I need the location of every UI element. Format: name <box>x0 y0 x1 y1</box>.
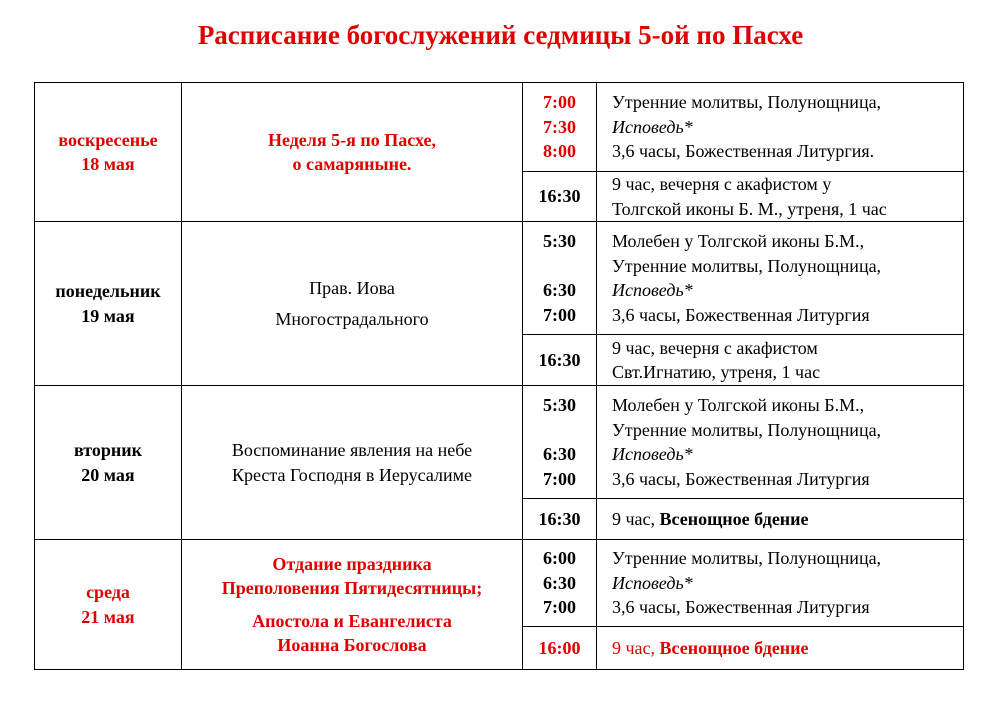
service-time: 8:00 <box>543 141 576 162</box>
service-time: 5:30 <box>543 395 576 415</box>
time-cell <box>523 172 597 222</box>
feast-para <box>182 552 522 601</box>
service-cell <box>597 83 964 172</box>
feast-line: Преполовения Пятидесятницы; <box>221 578 483 598</box>
time-cell <box>523 627 597 670</box>
day-date: 18 мая <box>81 154 135 174</box>
schedule-row <box>35 386 964 499</box>
service-line: Утренние молитвы, Полунощница, <box>612 255 882 276</box>
service-line: Свт.Игнатию, утреня, 1 час <box>612 362 821 382</box>
schedule-row <box>35 540 964 627</box>
service-cell <box>597 627 964 670</box>
service-line: Исповедь* <box>612 572 693 593</box>
service-line: Исповедь* <box>612 116 693 137</box>
service-line: 9 час, вечерня с акафистом <box>612 337 818 358</box>
time-cell <box>523 222 597 335</box>
service-line: 3,6 часы, Божественная Литургия <box>612 468 870 489</box>
day-date: 21 мая <box>81 606 135 627</box>
service-time: 7:00 <box>543 92 576 113</box>
time-cell <box>523 540 597 627</box>
service-time: 16:00 <box>538 637 581 658</box>
time-spacer <box>523 418 596 443</box>
day-cell <box>35 83 182 222</box>
service-line: Утренние молитвы, Полунощница, <box>612 548 882 569</box>
service-line: Утренние молитвы, Полунощница, <box>612 419 882 440</box>
day-name: понедельник <box>55 281 161 301</box>
service-line: 3,6 часы, Божественная Литургия <box>612 597 870 618</box>
schedule-row <box>35 222 964 335</box>
feast-line: Прав. Иова <box>309 277 395 298</box>
service-line: 9 час, вечерня с акафистом у <box>612 174 832 194</box>
feast-cell <box>182 540 523 670</box>
time-cell <box>523 83 597 172</box>
service-time: 6:00 <box>543 548 576 569</box>
service-line: Исповедь* <box>612 444 693 464</box>
feast-cell <box>182 222 523 386</box>
service-time: 16:30 <box>538 349 581 370</box>
feast-line: Креста Господня в Иерусалиме <box>231 464 473 485</box>
day-cell <box>35 222 182 386</box>
feast-line: Воспоминание явления на небе <box>231 440 473 460</box>
service-prefix: 9 час, <box>612 508 660 529</box>
service-line: Молебен у Толгской иконы Б.М., <box>612 395 865 415</box>
feast-line: Отдание праздника <box>272 553 432 574</box>
schedule-table <box>34 82 964 670</box>
feast-line: Иоанна Богослова <box>277 635 427 655</box>
service-cell <box>597 335 964 386</box>
service-line: Молебен у Толгской иконы Б.М., <box>612 231 865 251</box>
time-cell <box>523 499 597 540</box>
schedule-row <box>35 83 964 172</box>
time-spacer <box>523 254 596 279</box>
service-time: 6:30 <box>543 572 576 593</box>
day-name: вторник <box>73 440 142 460</box>
service-time: 16:30 <box>538 508 581 529</box>
day-date: 19 мая <box>81 305 135 326</box>
service-time: 6:30 <box>543 444 576 464</box>
service-time: 16:30 <box>538 186 581 207</box>
service-line: 3,6 часы, Божественная Литургия <box>612 304 870 325</box>
service-prefix: 9 час, <box>612 637 660 658</box>
day-name: среда <box>86 582 130 602</box>
service-cell <box>597 172 964 222</box>
day-date: 20 мая <box>81 464 135 485</box>
day-cell <box>35 540 182 670</box>
service-cell <box>597 386 964 499</box>
service-line <box>612 507 963 532</box>
feast-line: Апостола и Евангелиста <box>252 610 452 631</box>
service-time: 7:00 <box>543 304 576 325</box>
feast-cell <box>182 386 523 540</box>
service-cell <box>597 499 964 540</box>
service-time: 6:30 <box>543 280 576 300</box>
service-line <box>612 636 963 661</box>
feast-para <box>182 609 522 658</box>
service-cell <box>597 540 964 627</box>
service-time: 7:00 <box>543 468 576 489</box>
vigil-label: Всенощное бдение <box>659 508 809 529</box>
page-title: Расписание богослужений седмицы 5-ой по Пасхе <box>197 20 804 50</box>
service-cell <box>597 222 964 335</box>
service-time: 7:30 <box>543 116 576 137</box>
service-time: 5:30 <box>543 231 576 251</box>
feast-line: о самаряныне. <box>292 154 412 174</box>
service-line: Утренние молитвы, Полунощница, <box>612 92 882 113</box>
service-line: 3,6 часы, Божественная Литургия. <box>612 141 875 162</box>
time-cell <box>523 335 597 386</box>
feast-line: Неделя 5-я по Пасхе, <box>267 129 437 150</box>
day-name: воскресенье <box>58 129 158 150</box>
time-cell <box>523 386 597 499</box>
vigil-label: Всенощное бдение <box>659 637 809 658</box>
service-time: 7:00 <box>543 597 576 618</box>
service-line: Толгской иконы Б. М., утреня, 1 час <box>612 198 887 219</box>
day-cell <box>35 386 182 540</box>
feast-cell <box>182 83 523 222</box>
service-line: Исповедь* <box>612 280 693 300</box>
feast-line: Многострадального <box>275 308 429 329</box>
